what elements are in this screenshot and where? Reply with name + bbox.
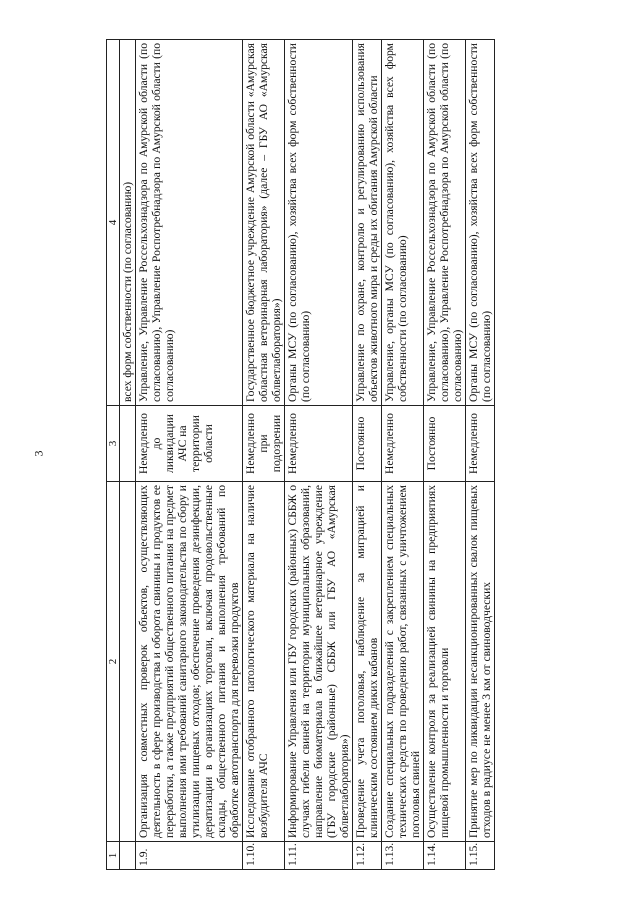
header-col-1: 1 [107, 842, 120, 870]
table-row [243, 40, 285, 870]
row-responsible: Органы МСУ (по согласованию), хозяйства всех форм собственности (по согласованию) [285, 40, 353, 406]
header-col-4: 4 [107, 40, 120, 406]
row-number: 1.9. [136, 842, 243, 870]
continuation-responsible: всех форм собственности (по согласованию) [120, 40, 136, 406]
row-term: Немедленно [285, 406, 353, 482]
cell-empty [120, 482, 136, 842]
table-row [353, 40, 382, 870]
table-row [423, 40, 465, 870]
cell-empty [120, 842, 136, 870]
row-responsible: Управление по охране, контролю и регулированию использования объектов животного мира и среды их обитания Амурской области [353, 40, 382, 406]
row-description: Проведение учета поголовья, наблюдение за миграцией и клиническим состоянием диких кабанов [353, 482, 382, 842]
header-row [107, 40, 120, 870]
row-description: Информирование Управления или ГБУ городских (районных) СББЖ о случаях гибели свиней на территории муниципальных образований, направление биоматериала в ближайшее ветеринарное учреждение (ГБУ городские (районные) СББЖ или ГБУ АО «Амурская облветлаборатория») [285, 482, 353, 842]
table-row [136, 40, 243, 870]
row-description: Создание специальных подразделений с закреплением специальных технических средств по проведению работ, связанных с уничтожением поголовья свиней [382, 482, 424, 842]
row-number: 1.11. [285, 842, 353, 870]
row-term: Немедленно [382, 406, 424, 482]
continuation-row [120, 40, 136, 870]
header-col-3: 3 [107, 406, 120, 482]
row-term: Немедленно до ликвидации АЧС на территории области [136, 406, 243, 482]
row-term: Постоянно [423, 406, 465, 482]
row-term: Немедленно [465, 406, 494, 482]
row-number: 1.15. [465, 842, 494, 870]
row-number: 1.12. [353, 842, 382, 870]
table-row [285, 40, 353, 870]
row-number: 1.10. [243, 842, 285, 870]
cell-empty [120, 406, 136, 482]
row-description: Исследование отобранного патологического материала на наличие возбудителя АЧС [243, 482, 285, 842]
row-responsible: Управление, органы МСУ (по согласованию), хозяйства всех форм собственности (по согласованию) [382, 40, 424, 406]
row-responsible: Управление, Управление Россельхознадзора по Амурской области (по согласованию), Управление Роспотребнадзора по Амурской области (по согласованию) [136, 40, 243, 406]
row-responsible: Органы МСУ (по согласованию), хозяйства всех форм собственности (по согласованию) [465, 40, 494, 406]
row-responsible: Управление, Управление Россельхознадзора по Амурской области (по согласованию), Управление Роспотребнадзора по Амурской области (по согласованию) [423, 40, 465, 406]
rotated-table-container [106, 40, 626, 870]
row-description: Принятие мер по ликвидации несанкционированных свалок пищевых отходов в радиусе не менее 3 км от свиноводческих [465, 482, 494, 842]
action-plan-table [106, 39, 495, 870]
row-number: 1.14. [423, 842, 465, 870]
row-number: 1.13. [382, 842, 424, 870]
table-row [382, 40, 424, 870]
row-description: Осуществление контроля за реализацией свинины на предприятиях пищевой промышленности и торговли [423, 482, 465, 842]
page-number: 3 [31, 450, 46, 457]
row-responsible: Государственное бюджетное учреждение Амурской области «Амурская областная ветеринарная лаборатория» (далее – ГБУ АО «Амурская облветлаборатория») [243, 40, 285, 406]
row-description: Организация совместных проверок объектов, осуществляющих деятельность в сфере производства и оборота свинины и продуктов ее переработки, а также предприятий общественного питания на предмет выполнения ими требований санитарного законодательства по сбору и утилизации пищевых отходов; обеспечение проведения дезинфекции, дератизации в организациях торговли, включая продовольственные склады, общественного питания и выполнения требований по обработке автотранспорта для перевозки продуктов [136, 482, 243, 842]
table-row [465, 40, 494, 870]
header-col-2: 2 [107, 482, 120, 842]
row-term: Немедленно при подозрении [243, 406, 285, 482]
row-term: Постоянно [353, 406, 382, 482]
